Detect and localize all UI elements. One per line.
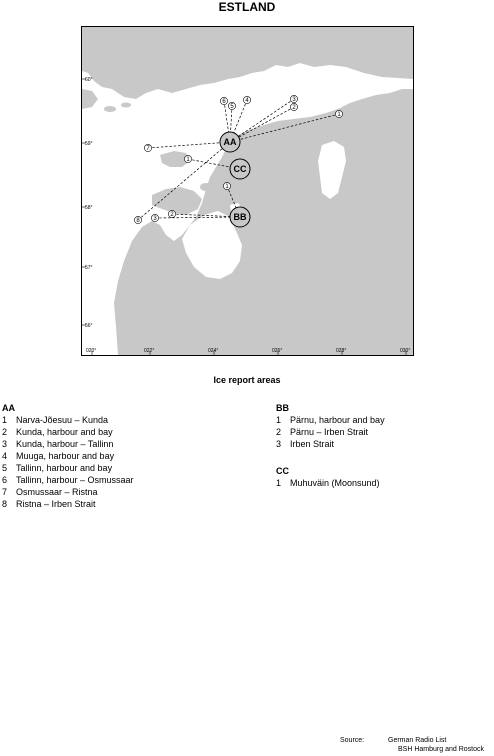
legend-cc — [276, 465, 380, 489]
route-marker[interactable] — [223, 182, 230, 190]
land-islet — [104, 106, 116, 112]
lon-label: 028° — [336, 348, 347, 354]
legend-item-number: 2 — [276, 427, 282, 437]
legend-heading: BB — [276, 403, 289, 413]
lon-label: 020° — [86, 348, 97, 354]
route-marker[interactable] — [290, 95, 297, 103]
lon-label: 022° — [144, 348, 155, 354]
lon-label: 026° — [272, 348, 283, 354]
legend-item — [276, 438, 385, 450]
ice-area-cc[interactable] — [230, 159, 250, 179]
map-caption: Ice report areas — [213, 375, 281, 385]
legend-item-text: Tallinn, harbour and bay — [16, 463, 113, 473]
source-line-1: German Radio List — [388, 737, 447, 744]
legend-item-text: Irben Strait — [290, 439, 335, 449]
legend-item-number: 6 — [2, 475, 8, 485]
marker-number: 1 — [225, 184, 229, 190]
route-marker[interactable] — [290, 103, 297, 111]
legend-list — [2, 414, 134, 510]
legend-item — [276, 426, 385, 438]
marker-number: 2 — [170, 212, 174, 218]
legend-item-number: 5 — [2, 463, 8, 473]
lon-label: 030° — [400, 348, 411, 354]
marker-number: 1 — [337, 112, 341, 118]
legend-item-number: 2 — [2, 427, 8, 437]
source-line-2: BSH Hamburg and Rostock — [398, 746, 484, 753]
marker-number: 8 — [136, 218, 140, 224]
area-label: BB — [233, 212, 247, 223]
route-marker[interactable] — [335, 110, 342, 118]
legend-item-number: 8 — [2, 499, 8, 509]
lat-label: 56° — [85, 323, 93, 329]
marker-number: 3 — [153, 216, 157, 222]
route-marker[interactable] — [184, 155, 191, 163]
route-marker[interactable] — [144, 144, 151, 152]
legend-item-text: Kunda, harbour and bay — [16, 427, 113, 437]
legend-item-text: Narva-Jõesuu – Kunda — [16, 415, 109, 425]
legend-bb — [276, 402, 385, 450]
route-marker[interactable] — [151, 214, 158, 222]
legend-item — [2, 450, 134, 462]
land-islet — [121, 103, 131, 108]
legend-item — [2, 486, 134, 498]
legend-item-text: Osmussaar – Ristna — [16, 487, 98, 497]
marker-number: 4 — [245, 98, 249, 104]
legend-item-number: 1 — [276, 415, 282, 425]
marker-number: 3 — [292, 97, 296, 103]
legend-item — [2, 498, 134, 510]
legend-item — [2, 426, 134, 438]
legend-item-number: 7 — [2, 487, 8, 497]
route-marker[interactable] — [168, 210, 175, 218]
lat-label: 60° — [85, 77, 93, 83]
legend-item-text: Tallinn, harbour – Osmussaar — [16, 475, 134, 485]
legend-list — [276, 414, 385, 450]
route-marker[interactable] — [220, 97, 227, 105]
ice-area-bb[interactable] — [230, 207, 250, 227]
lat-label: 59° — [85, 141, 93, 147]
route-marker[interactable] — [228, 102, 235, 110]
legend-item-number: 3 — [276, 439, 282, 449]
legend-item-text: Kunda, harbour – Tallinn — [16, 439, 114, 449]
area-label: CC — [233, 164, 247, 175]
legend-item-number: 4 — [2, 451, 8, 461]
legend-item-text: Pärnu, harbour and bay — [290, 415, 385, 425]
marker-number: 7 — [146, 146, 150, 152]
legend-item-text: Pärnu – Irben Strait — [290, 427, 369, 437]
legend-item-text: Muuga, harbour and bay — [16, 451, 115, 461]
legend-heading: AA — [2, 403, 15, 413]
lon-label: 024° — [208, 348, 219, 354]
legend-item-text: Muhuväin (Moonsund) — [290, 478, 380, 488]
map-svg — [82, 27, 413, 355]
legend-item — [2, 462, 134, 474]
lat-label: 57° — [85, 265, 93, 271]
legend-item — [2, 474, 134, 486]
legend-item-number: 1 — [2, 415, 8, 425]
ice-map[interactable] — [81, 26, 414, 356]
marker-number: 5 — [230, 104, 234, 110]
legend-item-text: Ristna – Irben Strait — [16, 499, 96, 509]
legend-item — [276, 477, 380, 489]
ice-area-aa[interactable] — [220, 132, 240, 152]
legend-heading: CC — [276, 466, 289, 476]
legend-list — [276, 477, 380, 489]
legend-item-number: 3 — [2, 439, 8, 449]
page-title: ESTLAND — [218, 0, 276, 14]
route-marker[interactable] — [134, 216, 141, 224]
area-label: AA — [223, 137, 237, 148]
legend-aa — [2, 402, 134, 510]
marker-number: 1 — [186, 157, 190, 163]
legend-item — [2, 414, 134, 426]
lat-label: 58° — [85, 205, 93, 211]
legend-item — [2, 438, 134, 450]
legend-item — [276, 414, 385, 426]
source-label: Source: — [340, 737, 365, 744]
legend-item-number: 1 — [276, 478, 282, 488]
route-marker[interactable] — [243, 96, 250, 104]
marker-number: 6 — [222, 99, 226, 105]
land-muhu — [200, 183, 212, 191]
source-note — [340, 736, 490, 754]
marker-number: 2 — [292, 105, 296, 111]
